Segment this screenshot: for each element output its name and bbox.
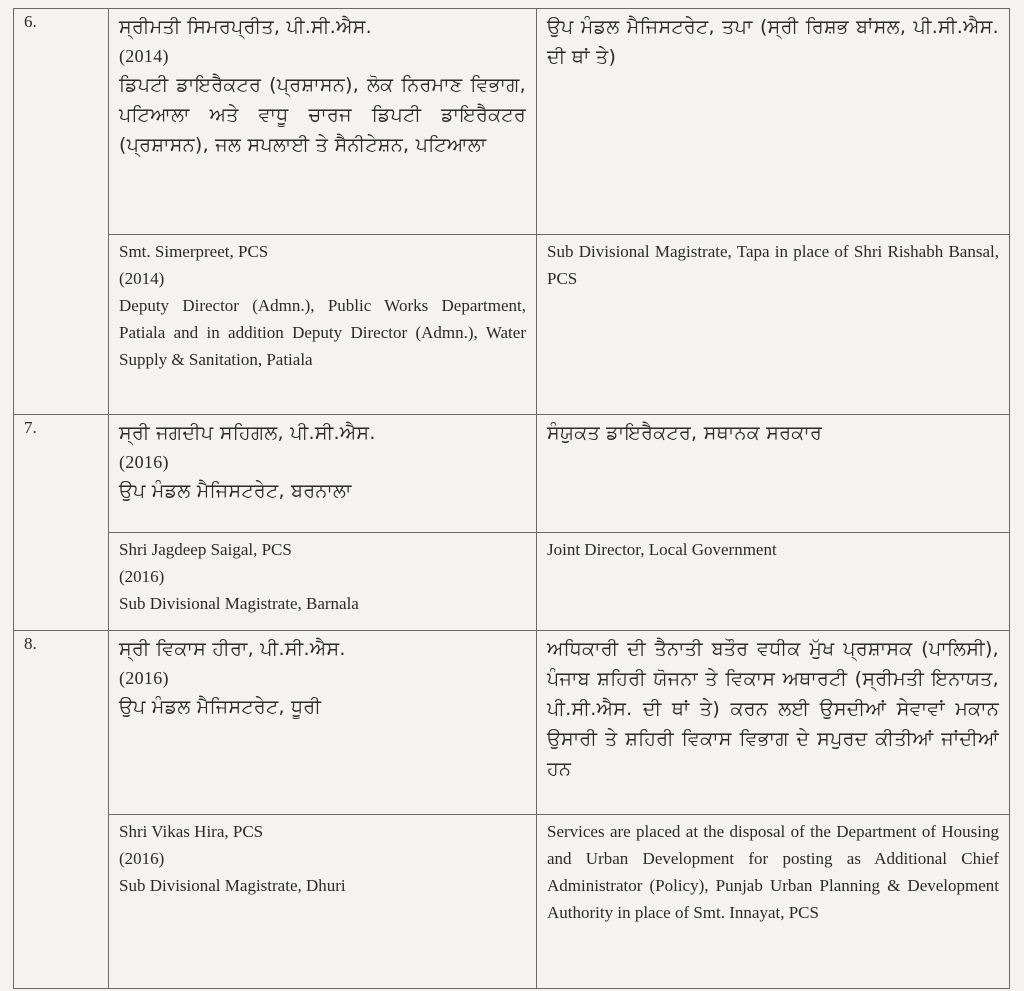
punjabi-new-posting-cell: ਉਪ ਮੰਡਲ ਮੈਜਿਸਟਰੇਟ, ਤਪਾ (ਸ੍ਰੀ ਰਿਸ਼ਭ ਬਾਂਸਲ, ਪੀ.ਸੀ.ਐਸ. ਦੀ ਥਾਂ ਤੇ) [537, 9, 1010, 235]
punjabi-officer-cell [109, 9, 537, 235]
current-posting: Sub Divisional Magistrate, Barnala [119, 594, 359, 613]
transfer-orders-table [13, 8, 1010, 989]
officer-name: ਸ੍ਰੀਮਤੀ ਸਿਮਰਪ੍ਰੀਤ, ਪੀ.ਸੀ.ਐਸ. [119, 16, 373, 38]
table-row [14, 631, 1010, 815]
batch-year: (2016) [119, 452, 169, 472]
serial-number: 7. [14, 415, 109, 631]
punjabi-new-posting-cell: ਅਧਿਕਾਰੀ ਦੀ ਤੈਨਾਤੀ ਬਤੌਰ ਵਧੀਕ ਮੁੱਖ ਪ੍ਰਸ਼ਾਸਕ (ਪਾਲਿਸੀ), ਪੰਜਾਬ ਸ਼ਹਿਰੀ ਯੋਜਨਾ ਤੇ ਵਿਕਾਸ ਅਥਾਰਟੀ (ਸ੍ਰੀਮਤੀ ਇਨਾਯਤ, ਪੀ.ਸੀ.ਐਸ. ਦੀ ਥਾਂ ਤੇ) ਕਰਨ ਲਈ ਉਸਦੀਆਂ ਸੇਵਾਵਾਂ ਮਕਾਨ ਉਸਾਰੀ ਤੇ ਸ਼ਹਿਰੀ ਵਿਕਾਸ ਵਿਭਾਗ ਦੇ ਸਪੁਰਦ ਕੀਤੀਆਂ ਜਾਂਦੀਆਂ ਹਨ [537, 631, 1010, 815]
english-new-posting-cell: Joint Director, Local Government [537, 533, 1010, 631]
batch-year: (2016) [119, 668, 169, 688]
current-posting: ਉਪ ਮੰਡਲ ਮੈਜਿਸਟਰੇਟ, ਧੂਰੀ [119, 696, 322, 718]
officer-name: Shri Vikas Hira, PCS [119, 822, 264, 841]
current-posting: ਡਿਪਟੀ ਡਾਇਰੈਕਟਰ (ਪ੍ਰਸ਼ਾਸਨ), ਲੋਕ ਨਿਰਮਾਣ ਵਿਭਾਗ, ਪਟਿਆਲਾ ਅਤੇ ਵਾਧੂ ਚਾਰਜ ਡਿਪਟੀ ਡਾਇਰੈਕਟਰ (ਪ੍ਰਸ਼ਾਸਨ), ਜਲ ਸਪਲਾਈ ਤੇ ਸੈਨੀਟੇਸ਼ਨ, ਪਟਿਆਲਾ [119, 74, 526, 156]
table-row [14, 533, 1010, 631]
current-posting: Deputy Director (Admn.), Public Works Department, Patiala and in addition Deputy Director (Admn.), Water Supply & Sanitation, Patiala [119, 296, 526, 369]
batch-year: (2016) [119, 849, 165, 868]
officer-name: ਸ੍ਰੀ ਵਿਕਾਸ ਹੀਰਾ, ਪੀ.ਸੀ.ਐਸ. [119, 638, 346, 660]
officer-name: Shri Jagdeep Saigal, PCS [119, 540, 292, 559]
current-posting: ਉਪ ਮੰਡਲ ਮੈਜਿਸਟਰੇਟ, ਬਰਨਾਲਾ [119, 480, 352, 502]
english-new-posting-cell: Sub Divisional Magistrate, Tapa in place of Shri Rishabh Bansal, PCS [537, 235, 1010, 415]
serial-number: 8. [14, 631, 109, 989]
batch-year: (2014) [119, 46, 169, 66]
table-row [14, 815, 1010, 989]
table-row [14, 235, 1010, 415]
table-row [14, 415, 1010, 533]
officer-name: ਸ੍ਰੀ ਜਗਦੀਪ ਸਹਿਗਲ, ਪੀ.ਸੀ.ਐਸ. [119, 422, 376, 444]
english-officer-cell [109, 815, 537, 989]
current-posting: Sub Divisional Magistrate, Dhuri [119, 876, 346, 895]
english-officer-cell [109, 235, 537, 415]
serial-number: 6. [14, 9, 109, 415]
batch-year: (2016) [119, 567, 165, 586]
punjabi-officer-cell [109, 631, 537, 815]
english-officer-cell [109, 533, 537, 631]
english-new-posting-cell: Services are placed at the disposal of the Department of Housing and Urban Development for posting as Additional Chief Administrator (Policy), Punjab Urban Planning & Development Authority in place of Smt. Innayat, PCS [537, 815, 1010, 989]
table-row [14, 9, 1010, 235]
punjabi-officer-cell [109, 415, 537, 533]
punjabi-new-posting-cell: ਸੰਯੁਕਤ ਡਾਇਰੈਕਟਰ, ਸਥਾਨਕ ਸਰਕਾਰ [537, 415, 1010, 533]
officer-name: Smt. Simerpreet, PCS [119, 242, 269, 261]
batch-year: (2014) [119, 269, 165, 288]
